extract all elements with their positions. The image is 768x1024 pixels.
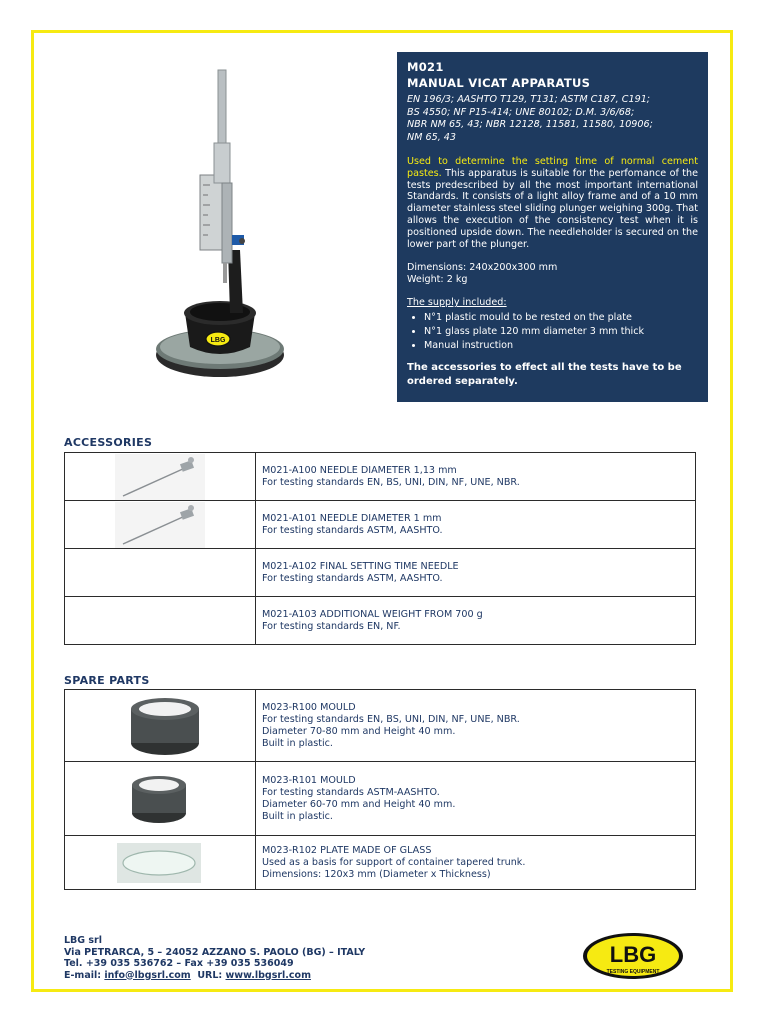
- url-link[interactable]: www.lbgsrl.com: [225, 969, 311, 981]
- spare-part-image-cell: [65, 690, 256, 762]
- accessory-title: M021-A100 NEEDLE DIAMETER 1,13 mm: [262, 464, 457, 476]
- apparatus-badge-text: LBG: [210, 337, 226, 344]
- standards-line: EN 196/3; AASHTO T129, T131; ASTM C187, C191;: [407, 94, 651, 105]
- standards-line: BS 4550; NF P15-414; UNE 80102; D.M. 3/6/68;: [407, 106, 635, 118]
- accessory-description: [256, 549, 696, 597]
- accessories-heading: ACCESSORIES: [64, 436, 153, 449]
- accessory-description: [256, 597, 696, 645]
- table-row: [65, 762, 696, 836]
- supply-list: [407, 311, 698, 352]
- accessory-title: M021-A103 ADDITIONAL WEIGHT FROM 700 g: [262, 608, 483, 620]
- supply-item: • N°1 plastic mould to be rested on the plate: [424, 311, 698, 325]
- vicat-apparatus-image: [130, 55, 310, 400]
- accessory-detail: For testing standards ASTM, AASHTO.: [262, 572, 443, 584]
- spare-part-description: [256, 690, 696, 762]
- supply-item: • Manual instruction: [424, 339, 698, 353]
- spare-parts-heading: SPARE PARTS: [64, 674, 150, 687]
- accessory-image-cell: [65, 453, 256, 501]
- description-highlight: Used to determine the setting time of normal cement pastes.: [407, 156, 698, 179]
- accessory-detail: For testing standards EN, NF.: [262, 620, 401, 632]
- product-code: M021: [407, 60, 444, 74]
- product-dimensions: [407, 262, 698, 286]
- company-name: LBG srl: [64, 935, 102, 946]
- accessory-image-cell: [65, 501, 256, 549]
- table-row: [65, 836, 696, 890]
- spare-part-detail: For testing standards EN, BS, UNI, DIN, NF, UNE, NBR.: [262, 713, 520, 725]
- supply-heading: The supply included:: [407, 297, 507, 309]
- weight-text: Weight: 2 kg: [407, 274, 468, 286]
- accessories-note: The accessories to effect all the tests have to be ordered separately.: [407, 361, 682, 387]
- spare-parts-table: [64, 689, 696, 890]
- product-standards: [407, 94, 698, 144]
- description-body: This apparatus is suitable for the perfomance of the tests predescribed by all the most important international Standards. It consists of a light alloy frame and of a 10 mm diameter stainless steel sliding plunger weighing 300g. That allows the execution of the consistency test when it is positioned upside down. The needleholder is secured on the lower part of the plunger.: [407, 167, 698, 250]
- product-description: [407, 156, 698, 250]
- spare-part-detail: Built in plastic.: [262, 737, 333, 749]
- product-info-box: [397, 52, 708, 402]
- logo-subtext: TESTING EQUIPMENT: [606, 969, 660, 975]
- table-row: [65, 690, 696, 762]
- standards-line: NBR NM 65, 43; NBR 12128, 11581, 11580, 10906;: [407, 119, 653, 130]
- spare-part-title: M023-R100 MOULD: [262, 701, 356, 713]
- table-row: [65, 597, 696, 645]
- needle-image: [65, 454, 255, 500]
- email-link[interactable]: info@lbgsrl.com: [104, 969, 191, 981]
- standards-line: NM 65, 43: [407, 131, 457, 143]
- company-footer: [64, 935, 365, 981]
- mould-image: [65, 763, 255, 835]
- spare-part-image-cell: [65, 836, 256, 890]
- table-row: [65, 501, 696, 549]
- table-row: [65, 549, 696, 597]
- accessories-table: [64, 452, 696, 645]
- spare-part-detail: For testing standards ASTM-AASHTO.: [262, 786, 440, 798]
- spare-part-description: [256, 762, 696, 836]
- spare-part-description: [256, 836, 696, 890]
- accessory-title: M021-A101 NEEDLE DIAMETER 1 mm: [262, 512, 442, 524]
- spare-part-detail: Diameter 70-80 mm and Height 40 mm.: [262, 725, 456, 737]
- accessory-description: [256, 501, 696, 549]
- glass-plate-image: [65, 837, 255, 889]
- lbg-logo: [581, 931, 685, 981]
- needle-image: [65, 502, 255, 548]
- accessory-image-cell: [65, 597, 256, 645]
- accessory-detail: For testing standards EN, BS, UNI, DIN, NF, UNE, NBR.: [262, 476, 520, 488]
- product-title: MANUAL VICAT APPARATUS: [407, 76, 591, 90]
- accessory-description: [256, 453, 696, 501]
- accessory-image-cell: [65, 549, 256, 597]
- accessory-detail: For testing standards ASTM, AASHTO.: [262, 524, 443, 536]
- spare-part-detail: Used as a basis for support of container tapered trunk.: [262, 856, 526, 868]
- company-phone: Tel. +39 035 536762 – Fax +39 035 536049: [64, 958, 294, 969]
- spare-part-title: M023-R102 PLATE MADE OF GLASS: [262, 844, 432, 856]
- spare-part-title: M023-R101 MOULD: [262, 774, 356, 786]
- table-row: [65, 453, 696, 501]
- dimensions-text: Dimensions: 240x200x300 mm: [407, 262, 558, 274]
- company-address: Via PETRARCA, 5 – 24052 AZZANO S. PAOLO (BG) – ITALY: [64, 946, 366, 958]
- spare-part-detail: Diameter 60-70 mm and Height 40 mm.: [262, 798, 456, 810]
- spare-part-image-cell: [65, 762, 256, 836]
- url-label: URL:: [197, 969, 226, 981]
- spare-part-detail: Built in plastic.: [262, 810, 333, 822]
- accessory-title: M021-A102 FINAL SETTING TIME NEEDLE: [262, 560, 459, 572]
- company-contacts: [64, 970, 365, 982]
- mould-image: [65, 691, 255, 761]
- email-label: E-mail:: [64, 969, 105, 981]
- logo-text: LBG: [609, 942, 657, 967]
- spare-part-detail: Dimensions: 120x3 mm (Diameter x Thickness): [262, 868, 491, 880]
- supply-item: • N°1 glass plate 120 mm diameter 3 mm thick: [424, 325, 698, 339]
